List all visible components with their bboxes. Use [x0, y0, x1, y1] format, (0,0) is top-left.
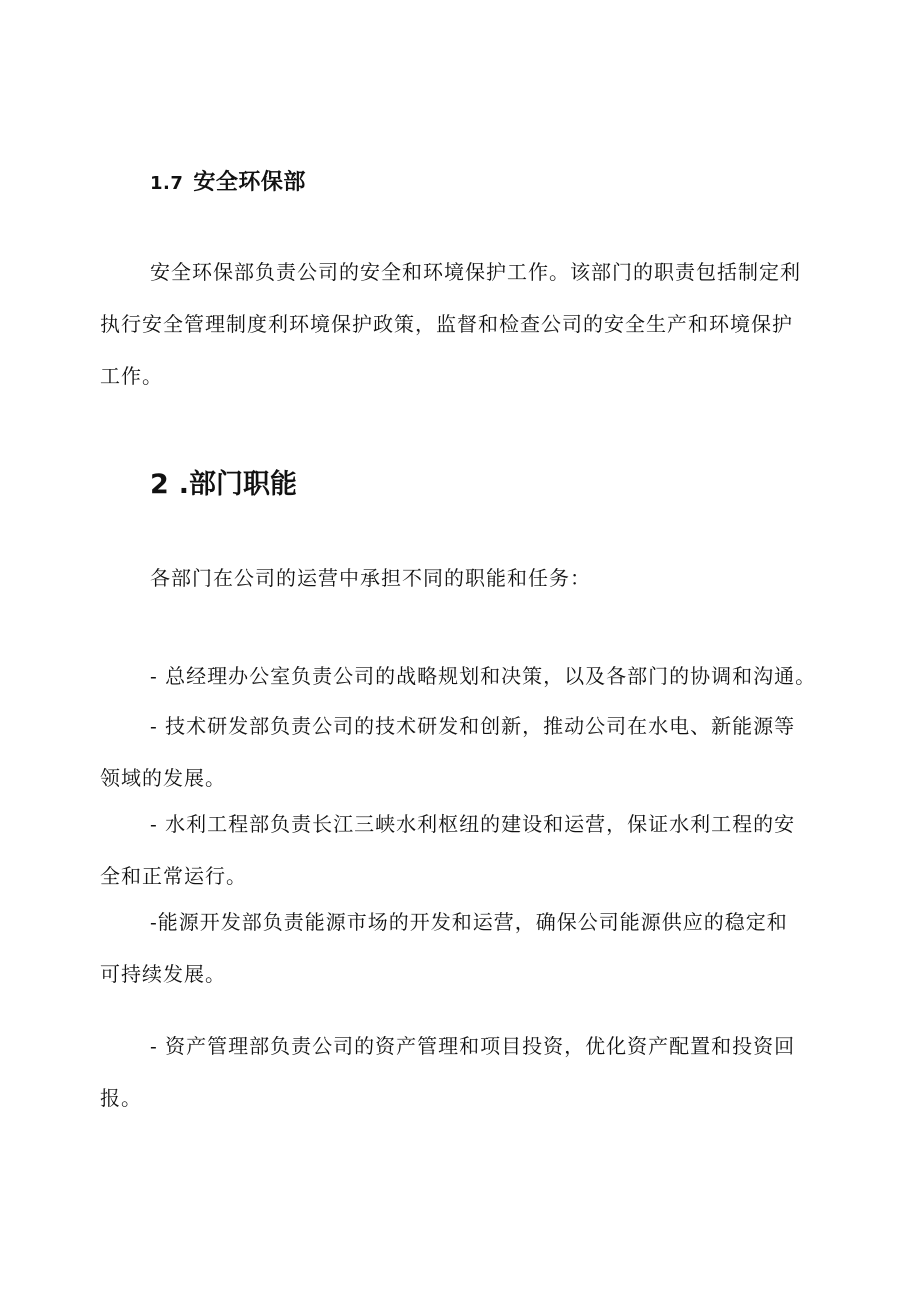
section-heading-2	[150, 462, 297, 501]
list-item	[150, 650, 830, 702]
intro-line: 各部门在公司的运营中承担不同的职能和任务：	[150, 566, 591, 590]
section-title: 安全环保部	[193, 170, 306, 195]
list-item-line: - 水利工程部负责长江三峡水利枢纽的建设和运营，保证水利工程的安	[150, 812, 796, 836]
section-1-7-paragraph	[100, 246, 830, 402]
list-item-line: -能源开发部负责能源市场的开发和运营，确保公司能源供应的稳定和	[150, 910, 788, 934]
list-item-line: 全和正常运行。	[100, 864, 247, 888]
paragraph-line: 执行安全管理制度利环境保护政策，监督和检查公司的安全生产和环境保护	[100, 312, 793, 336]
section-2-intro	[150, 552, 830, 604]
list-item-line: 报。	[100, 1086, 142, 1110]
list-item-line: - 资产管理部负责公司的资产管理和项目投资，优化资产配置和投资回	[150, 1034, 796, 1058]
paragraph-line: 工作。	[100, 364, 163, 388]
list-item	[100, 798, 830, 902]
list-item	[100, 896, 830, 1000]
list-item-line: 领域的发展。	[100, 766, 226, 790]
paragraph-line: 安全环保部负责公司的安全和环境保护工作。该部门的职责包括制定利	[150, 260, 801, 284]
section-title: .部门职能	[178, 469, 298, 500]
list-item-line: - 技术研发部负责公司的技术研发和创新，推动公司在水电、新能源等	[150, 714, 796, 738]
section-number: 2	[150, 469, 169, 500]
section-heading-1-7	[150, 165, 306, 196]
list-item-line: - 总经理办公室负责公司的战略规划和决策，以及各部门的协调和沟通。	[150, 664, 817, 688]
section-number: 1.7	[150, 173, 184, 194]
list-item-line: 可持续发展。	[100, 962, 226, 986]
list-item	[100, 1020, 830, 1124]
list-item	[100, 700, 830, 804]
